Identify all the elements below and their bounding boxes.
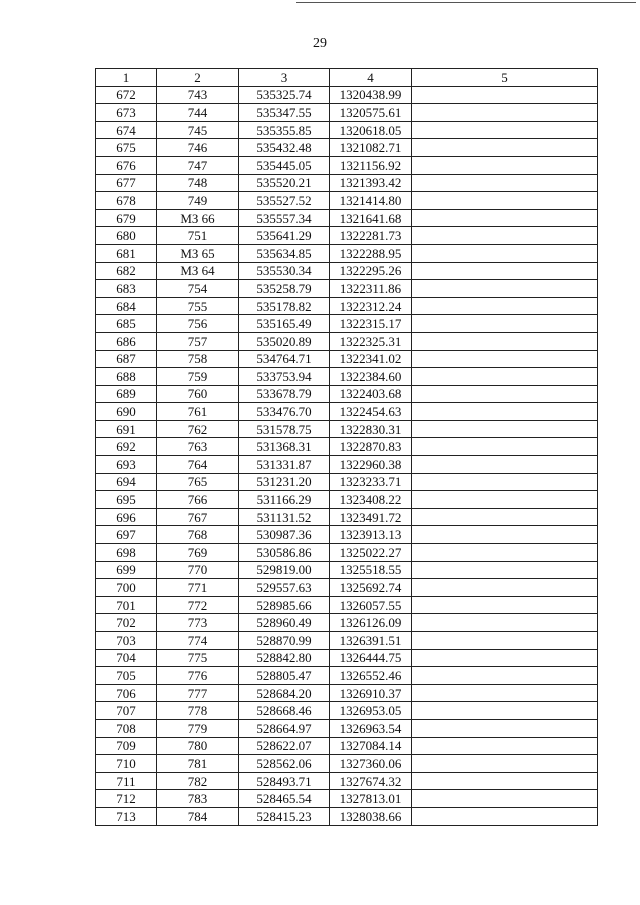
table-row <box>96 244 598 262</box>
note-cell <box>412 649 598 667</box>
table-row <box>96 209 598 227</box>
row-index-cell: 696 <box>96 508 157 526</box>
y-coordinate-cell: 1322288.95 <box>330 244 412 262</box>
note-cell <box>412 297 598 315</box>
row-index-cell: 700 <box>96 579 157 597</box>
note-cell <box>412 508 598 526</box>
top-rule <box>296 2 636 3</box>
table-row <box>96 614 598 632</box>
table-row <box>96 684 598 702</box>
note-cell <box>412 192 598 210</box>
note-cell <box>412 667 598 685</box>
table-row <box>96 473 598 491</box>
note-cell <box>412 104 598 122</box>
row-index-cell: 704 <box>96 649 157 667</box>
row-index-cell: 687 <box>96 350 157 368</box>
x-coordinate-cell: 528805.47 <box>239 667 330 685</box>
row-index-cell: 680 <box>96 227 157 245</box>
table-row <box>96 755 598 773</box>
table-row <box>96 596 598 614</box>
point-number-cell: 766 <box>157 491 239 509</box>
point-number-cell: 784 <box>157 807 239 825</box>
row-index-cell: 678 <box>96 192 157 210</box>
note-cell <box>412 385 598 403</box>
x-coordinate-cell: 528960.49 <box>239 614 330 632</box>
note-cell <box>412 807 598 825</box>
y-coordinate-cell: 1322325.31 <box>330 332 412 350</box>
point-number-cell: 744 <box>157 104 239 122</box>
table-row <box>96 332 598 350</box>
row-index-cell: 689 <box>96 385 157 403</box>
x-coordinate-cell: 535520.21 <box>239 174 330 192</box>
x-coordinate-cell: 535347.55 <box>239 104 330 122</box>
row-index-cell: 674 <box>96 121 157 139</box>
table-row <box>96 121 598 139</box>
point-number-cell: 771 <box>157 579 239 597</box>
y-coordinate-cell: 1323408.22 <box>330 491 412 509</box>
y-coordinate-cell: 1322311.86 <box>330 280 412 298</box>
table-row <box>96 403 598 421</box>
row-index-cell: 694 <box>96 473 157 491</box>
row-index-cell: 681 <box>96 244 157 262</box>
table-row <box>96 790 598 808</box>
x-coordinate-cell: 528985.66 <box>239 596 330 614</box>
point-number-cell: 748 <box>157 174 239 192</box>
table-row <box>96 667 598 685</box>
row-index-cell: 684 <box>96 297 157 315</box>
y-coordinate-cell: 1322295.26 <box>330 262 412 280</box>
point-number-cell: 782 <box>157 772 239 790</box>
note-cell <box>412 315 598 333</box>
y-coordinate-cell: 1327084.14 <box>330 737 412 755</box>
x-coordinate-cell: 535178.82 <box>239 297 330 315</box>
row-index-cell: 685 <box>96 315 157 333</box>
table-row <box>96 579 598 597</box>
point-number-cell: МЗ 64 <box>157 262 239 280</box>
point-number-cell: 760 <box>157 385 239 403</box>
table-row <box>96 315 598 333</box>
table-row <box>96 420 598 438</box>
note-cell <box>412 244 598 262</box>
y-coordinate-cell: 1326126.09 <box>330 614 412 632</box>
point-number-cell: 746 <box>157 139 239 157</box>
row-index-cell: 672 <box>96 86 157 104</box>
point-number-cell: 779 <box>157 719 239 737</box>
row-index-cell: 711 <box>96 772 157 790</box>
note-cell <box>412 790 598 808</box>
y-coordinate-cell: 1321414.80 <box>330 192 412 210</box>
row-index-cell: 695 <box>96 491 157 509</box>
y-coordinate-cell: 1322830.31 <box>330 420 412 438</box>
table-row <box>96 350 598 368</box>
y-coordinate-cell: 1326444.75 <box>330 649 412 667</box>
note-cell <box>412 772 598 790</box>
note-cell <box>412 438 598 456</box>
x-coordinate-cell: 533753.94 <box>239 368 330 386</box>
x-coordinate-cell: 528415.23 <box>239 807 330 825</box>
point-number-cell: 764 <box>157 456 239 474</box>
table-row <box>96 772 598 790</box>
row-index-cell: 697 <box>96 526 157 544</box>
point-number-cell: 777 <box>157 684 239 702</box>
x-coordinate-cell: 533678.79 <box>239 385 330 403</box>
point-number-cell: 755 <box>157 297 239 315</box>
y-coordinate-cell: 1321082.71 <box>330 139 412 157</box>
note-cell <box>412 491 598 509</box>
y-coordinate-cell: 1322281.73 <box>330 227 412 245</box>
row-index-cell: 679 <box>96 209 157 227</box>
x-coordinate-cell: 535432.48 <box>239 139 330 157</box>
note-cell <box>412 86 598 104</box>
row-index-cell: 702 <box>96 614 157 632</box>
x-coordinate-cell: 535355.85 <box>239 121 330 139</box>
x-coordinate-cell: 535641.29 <box>239 227 330 245</box>
table-row <box>96 156 598 174</box>
point-number-cell: 780 <box>157 737 239 755</box>
x-coordinate-cell: 528622.07 <box>239 737 330 755</box>
x-coordinate-cell: 531166.29 <box>239 491 330 509</box>
y-coordinate-cell: 1320575.61 <box>330 104 412 122</box>
table-row <box>96 368 598 386</box>
table-body <box>96 86 598 825</box>
x-coordinate-cell: 535530.34 <box>239 262 330 280</box>
table-row <box>96 86 598 104</box>
note-cell <box>412 755 598 773</box>
table-row <box>96 702 598 720</box>
point-number-cell: 749 <box>157 192 239 210</box>
x-coordinate-cell: 530586.86 <box>239 544 330 562</box>
row-index-cell: 683 <box>96 280 157 298</box>
row-index-cell: 693 <box>96 456 157 474</box>
table-row <box>96 385 598 403</box>
table-row <box>96 544 598 562</box>
y-coordinate-cell: 1326953.05 <box>330 702 412 720</box>
point-number-cell: 781 <box>157 755 239 773</box>
note-cell <box>412 209 598 227</box>
point-number-cell: 745 <box>157 121 239 139</box>
point-number-cell: 756 <box>157 315 239 333</box>
point-number-cell: 768 <box>157 526 239 544</box>
y-coordinate-cell: 1323233.71 <box>330 473 412 491</box>
row-index-cell: 710 <box>96 755 157 773</box>
y-coordinate-cell: 1322960.38 <box>330 456 412 474</box>
x-coordinate-cell: 535527.52 <box>239 192 330 210</box>
note-cell <box>412 420 598 438</box>
note-cell <box>412 350 598 368</box>
y-coordinate-cell: 1320438.99 <box>330 86 412 104</box>
row-index-cell: 706 <box>96 684 157 702</box>
header-cell-1: 1 <box>96 69 157 87</box>
table-row <box>96 456 598 474</box>
point-number-cell: 747 <box>157 156 239 174</box>
point-number-cell: 776 <box>157 667 239 685</box>
row-index-cell: 703 <box>96 632 157 650</box>
y-coordinate-cell: 1323913.13 <box>330 526 412 544</box>
table-row <box>96 280 598 298</box>
table-row <box>96 139 598 157</box>
note-cell <box>412 684 598 702</box>
x-coordinate-cell: 535634.85 <box>239 244 330 262</box>
y-coordinate-cell: 1327813.01 <box>330 790 412 808</box>
y-coordinate-cell: 1325022.27 <box>330 544 412 562</box>
note-cell <box>412 526 598 544</box>
point-number-cell: 743 <box>157 86 239 104</box>
note-cell <box>412 403 598 421</box>
table-row <box>96 649 598 667</box>
note-cell <box>412 561 598 579</box>
table-row <box>96 174 598 192</box>
y-coordinate-cell: 1327360.06 <box>330 755 412 773</box>
y-coordinate-cell: 1326963.54 <box>330 719 412 737</box>
y-coordinate-cell: 1325692.74 <box>330 579 412 597</box>
y-coordinate-cell: 1328038.66 <box>330 807 412 825</box>
row-index-cell: 682 <box>96 262 157 280</box>
row-index-cell: 690 <box>96 403 157 421</box>
row-index-cell: 708 <box>96 719 157 737</box>
row-index-cell: 692 <box>96 438 157 456</box>
x-coordinate-cell: 529819.00 <box>239 561 330 579</box>
x-coordinate-cell: 531331.87 <box>239 456 330 474</box>
y-coordinate-cell: 1326910.37 <box>330 684 412 702</box>
point-number-cell: 763 <box>157 438 239 456</box>
row-index-cell: 691 <box>96 420 157 438</box>
x-coordinate-cell: 530987.36 <box>239 526 330 544</box>
note-cell <box>412 332 598 350</box>
x-coordinate-cell: 528664.97 <box>239 719 330 737</box>
table-row <box>96 491 598 509</box>
row-index-cell: 677 <box>96 174 157 192</box>
row-index-cell: 686 <box>96 332 157 350</box>
row-index-cell: 698 <box>96 544 157 562</box>
x-coordinate-cell: 535557.34 <box>239 209 330 227</box>
table-row <box>96 561 598 579</box>
x-coordinate-cell: 528842.80 <box>239 649 330 667</box>
note-cell <box>412 596 598 614</box>
note-cell <box>412 227 598 245</box>
x-coordinate-cell: 528465.54 <box>239 790 330 808</box>
table-row <box>96 807 598 825</box>
y-coordinate-cell: 1322870.83 <box>330 438 412 456</box>
point-number-cell: 765 <box>157 473 239 491</box>
note-cell <box>412 719 598 737</box>
table-row <box>96 526 598 544</box>
point-number-cell: 774 <box>157 632 239 650</box>
table-row <box>96 262 598 280</box>
point-number-cell: 769 <box>157 544 239 562</box>
point-number-cell: 761 <box>157 403 239 421</box>
table-row <box>96 227 598 245</box>
x-coordinate-cell: 529557.63 <box>239 579 330 597</box>
table-row <box>96 719 598 737</box>
note-cell <box>412 702 598 720</box>
note-cell <box>412 456 598 474</box>
note-cell <box>412 544 598 562</box>
note-cell <box>412 156 598 174</box>
note-cell <box>412 632 598 650</box>
y-coordinate-cell: 1322454.63 <box>330 403 412 421</box>
y-coordinate-cell: 1320618.05 <box>330 121 412 139</box>
point-number-cell: 778 <box>157 702 239 720</box>
header-cell-5: 5 <box>412 69 598 87</box>
point-number-cell: 773 <box>157 614 239 632</box>
x-coordinate-cell: 534764.71 <box>239 350 330 368</box>
row-index-cell: 675 <box>96 139 157 157</box>
header-row <box>96 69 598 87</box>
y-coordinate-cell: 1326552.46 <box>330 667 412 685</box>
x-coordinate-cell: 535020.89 <box>239 332 330 350</box>
table-row <box>96 632 598 650</box>
x-coordinate-cell: 528493.71 <box>239 772 330 790</box>
x-coordinate-cell: 531231.20 <box>239 473 330 491</box>
y-coordinate-cell: 1326391.51 <box>330 632 412 650</box>
y-coordinate-cell: 1322312.24 <box>330 297 412 315</box>
point-number-cell: 759 <box>157 368 239 386</box>
x-coordinate-cell: 528684.20 <box>239 684 330 702</box>
y-coordinate-cell: 1323491.72 <box>330 508 412 526</box>
row-index-cell: 699 <box>96 561 157 579</box>
note-cell <box>412 368 598 386</box>
coordinates-table <box>95 68 598 826</box>
y-coordinate-cell: 1325518.55 <box>330 561 412 579</box>
note-cell <box>412 121 598 139</box>
note-cell <box>412 473 598 491</box>
row-index-cell: 712 <box>96 790 157 808</box>
table-row <box>96 438 598 456</box>
point-number-cell: 783 <box>157 790 239 808</box>
y-coordinate-cell: 1321641.68 <box>330 209 412 227</box>
point-number-cell: 757 <box>157 332 239 350</box>
note-cell <box>412 139 598 157</box>
point-number-cell: 775 <box>157 649 239 667</box>
header-cell-2: 2 <box>157 69 239 87</box>
x-coordinate-cell: 528668.46 <box>239 702 330 720</box>
page-number: 29 <box>313 36 327 51</box>
y-coordinate-cell: 1321393.42 <box>330 174 412 192</box>
y-coordinate-cell: 1326057.55 <box>330 596 412 614</box>
row-index-cell: 701 <box>96 596 157 614</box>
y-coordinate-cell: 1322315.17 <box>330 315 412 333</box>
header-cell-3: 3 <box>239 69 330 87</box>
note-cell <box>412 737 598 755</box>
point-number-cell: МЗ 65 <box>157 244 239 262</box>
table-row <box>96 104 598 122</box>
x-coordinate-cell: 528562.06 <box>239 755 330 773</box>
row-index-cell: 673 <box>96 104 157 122</box>
x-coordinate-cell: 531578.75 <box>239 420 330 438</box>
x-coordinate-cell: 535325.74 <box>239 86 330 104</box>
row-index-cell: 707 <box>96 702 157 720</box>
row-index-cell: 676 <box>96 156 157 174</box>
y-coordinate-cell: 1321156.92 <box>330 156 412 174</box>
table-row <box>96 297 598 315</box>
x-coordinate-cell: 531131.52 <box>239 508 330 526</box>
point-number-cell: 762 <box>157 420 239 438</box>
x-coordinate-cell: 531368.31 <box>239 438 330 456</box>
y-coordinate-cell: 1322341.02 <box>330 350 412 368</box>
x-coordinate-cell: 533476.70 <box>239 403 330 421</box>
note-cell <box>412 174 598 192</box>
point-number-cell: МЗ 66 <box>157 209 239 227</box>
row-index-cell: 713 <box>96 807 157 825</box>
note-cell <box>412 280 598 298</box>
x-coordinate-cell: 535258.79 <box>239 280 330 298</box>
row-index-cell: 709 <box>96 737 157 755</box>
point-number-cell: 772 <box>157 596 239 614</box>
point-number-cell: 767 <box>157 508 239 526</box>
table-row <box>96 192 598 210</box>
note-cell <box>412 579 598 597</box>
point-number-cell: 754 <box>157 280 239 298</box>
table-row <box>96 508 598 526</box>
row-index-cell: 688 <box>96 368 157 386</box>
x-coordinate-cell: 535445.05 <box>239 156 330 174</box>
note-cell <box>412 262 598 280</box>
y-coordinate-cell: 1322384.60 <box>330 368 412 386</box>
header-cell-4: 4 <box>330 69 412 87</box>
point-number-cell: 751 <box>157 227 239 245</box>
row-index-cell: 705 <box>96 667 157 685</box>
y-coordinate-cell: 1327674.32 <box>330 772 412 790</box>
point-number-cell: 770 <box>157 561 239 579</box>
note-cell <box>412 614 598 632</box>
y-coordinate-cell: 1322403.68 <box>330 385 412 403</box>
table-row <box>96 737 598 755</box>
x-coordinate-cell: 528870.99 <box>239 632 330 650</box>
point-number-cell: 758 <box>157 350 239 368</box>
x-coordinate-cell: 535165.49 <box>239 315 330 333</box>
